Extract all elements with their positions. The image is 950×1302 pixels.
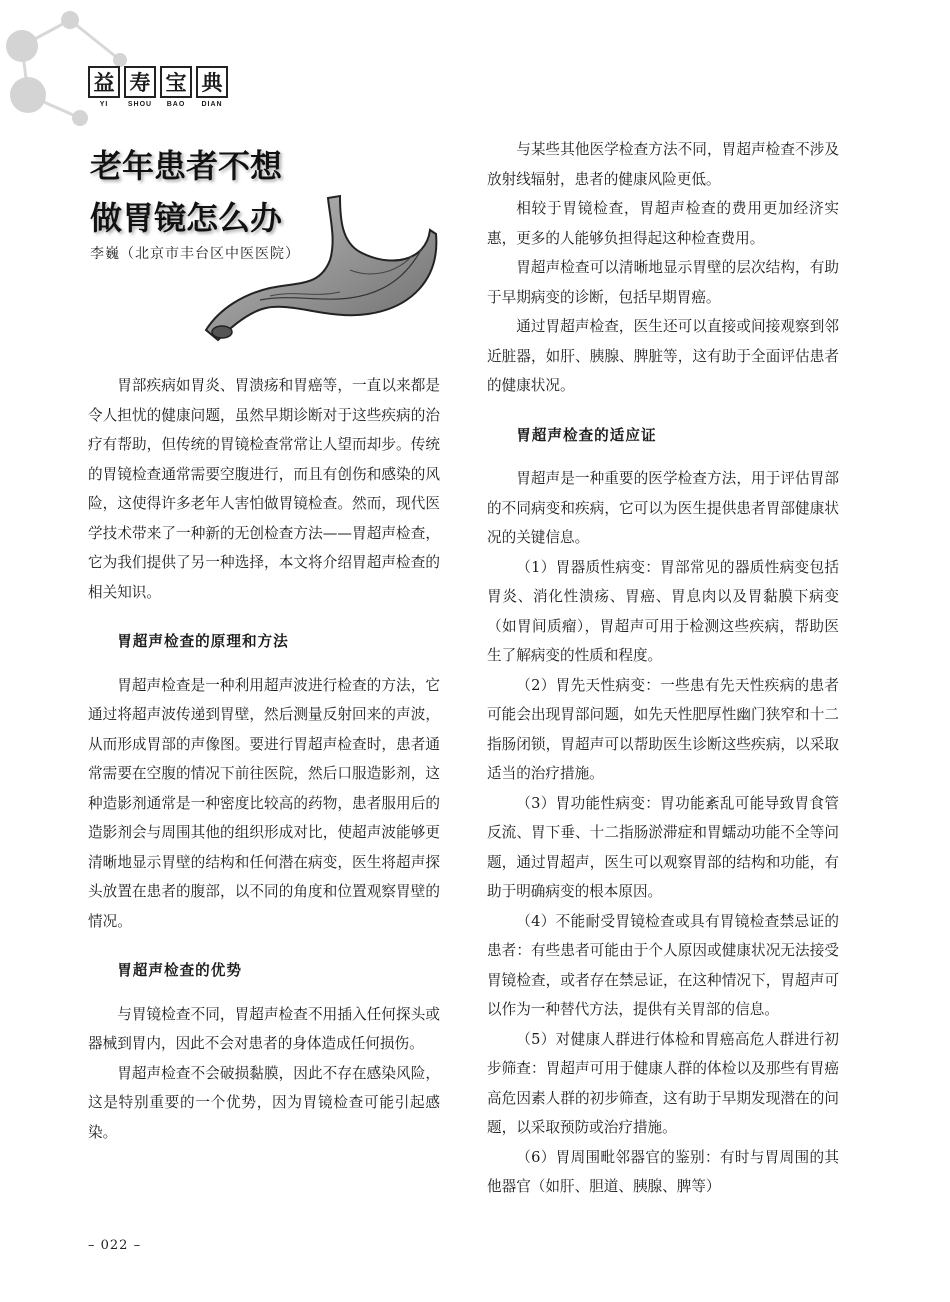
body-paragraph: 与胃镜检查不同，胃超声检查不用插入任何探头或器械到胃内，因此不会对患者的身体造成任何损伤。 [88, 1005, 440, 1052]
left-column [88, 371, 440, 1147]
logo-char: 典 [196, 66, 228, 98]
body-paragraph: 胃超声检查是一种利用超声波进行检查的方法，它通过将超声波传递到胃壁，然后测量反射回来的声波，从而形成胃部的声像图。要进行胃超声检查时，患者通常需要在空腹的情况下前往医院，然后口服造影剂，这种造影剂通常是一种密度比较高的药物，患者服用后的造影剂会与周围其他的组织形成对比，使超声波能够更清晰地显示胃壁的结构和任何潜在病变，医生将超声探头放置在患者的腹部，以不同的角度和位置观察胃壁的情况。 [88, 676, 440, 930]
page-number: – 022 – [88, 1238, 142, 1253]
logo-pinyin: SHOU [127, 101, 153, 108]
article-author: 李巍（北京市丰台区中医医院） [90, 246, 300, 262]
body-paragraph: （5）对健康人群进行体检和胃癌高危人群进行初步筛查：胃超声可用于健康人群的体检以及那些有胃癌高危因素人群的初步筛查，这有助于早期发现潜在的问题，以采取预防或治疗措施。 [487, 1030, 839, 1136]
logo-pinyin: YI [99, 101, 109, 108]
section-heading: 胃超声检查的原理和方法 [117, 633, 289, 650]
body-paragraph: （6）胃周围毗邻器官的鉴别：有时与胃周围的其他器官（如肝、胆道、胰腺、脾等） [487, 1148, 839, 1195]
body-paragraph: 胃超声检查不会破损黏膜，因此不存在感染风险，这是特别重要的一个优势，因为胃镜检查可能引起感染。 [88, 1064, 440, 1141]
body-paragraph: （2）胃先天性病变：一些患有先天性疾病的患者可能会出现胃部问题，如先天性肥厚性幽门狭窄和十二指肠闭锁，胃超声可以帮助医生诊断这些疾病，以采取适当的治疗措施。 [487, 676, 839, 782]
body-paragraph: （4）不能耐受胃镜检查或具有胃镜检查禁忌证的患者：有些患者可能由于个人原因或健康状况无法接受胃镜检查，或者存在禁忌证，在这种情况下，胃超声可以作为一种替代方法，提供有关胃部的信息。 [487, 912, 839, 1018]
right-column [487, 135, 839, 1202]
section-heading: 胃超声检查的适应证 [516, 426, 657, 444]
logo-pinyin: BAO [166, 101, 186, 108]
section-heading: 胃超声检查的优势 [117, 962, 242, 979]
stomach-illustration [200, 190, 440, 360]
logo-pinyin: DIAN [201, 101, 223, 108]
body-paragraph: 相较于胃镜检查，胃超声检查的费用更加经济实惠，更多的人能够负担得起这种检查费用。 [487, 200, 839, 247]
body-paragraph: 通过胃超声检查，医生还可以直接或间接观察到邻近脏器，如肝、胰腺、脾脏等，这有助于全面评估患者的健康状况。 [487, 318, 839, 394]
logo-char: 益 [88, 66, 120, 98]
body-paragraph: （1）胃器质性病变：胃部常见的器质性病变包括胃炎、消化性溃疡、胃癌、胃息肉以及胃黏膜下病变（如胃间质瘤），胃超声可用于检测这些疾病，帮助医生了解病变的性质和程度。 [487, 558, 839, 664]
body-paragraph: 胃超声检查可以清晰地显示胃壁的层次结构，有助于早期病变的诊断，包括早期胃癌。 [487, 259, 839, 306]
logo-char: 宝 [160, 66, 192, 98]
body-paragraph: 与某些其他医学检查方法不同，胃超声检查不涉及放射线辐射，患者的健康风险更低。 [487, 141, 839, 188]
logo-char: 寿 [124, 66, 156, 98]
title-line: 做胃镜怎么办 [90, 199, 283, 237]
magazine-logo [88, 66, 228, 108]
body-paragraph: 胃超声是一种重要的医学检查方法，用于评估胃部的不同病变和疾病，它可以为医生提供患者胃部健康状况的关键信息。 [487, 470, 839, 546]
title-line: 老年患者不想 [90, 147, 283, 185]
body-paragraph: （3）胃功能性病变：胃功能紊乱可能导致胃食管反流、胃下垂、十二指肠淤滞症和胃蠕动功能不全等问题，通过胃超声，医生可以观察胃部的结构和功能，有助于明确病变的根本原因。 [487, 794, 839, 900]
intro-paragraph: 胃部疾病如胃炎、胃溃疡和胃癌等，一直以来都是令人担忧的健康问题，虽然早期诊断对于这些疾病的治疗有帮助，但传统的胃镜检查常常让人望而却步。传统的胃镜检查通常需要空腹进行，而且有创伤和感染的风险，这使得许多老年人害怕做胃镜检查。然而，现代医学技术带来了一种新的无创检查方法——胃超声检查，它为我们提供了另一种选择，本文将介绍胃超声检查的相关知识。 [88, 377, 440, 601]
